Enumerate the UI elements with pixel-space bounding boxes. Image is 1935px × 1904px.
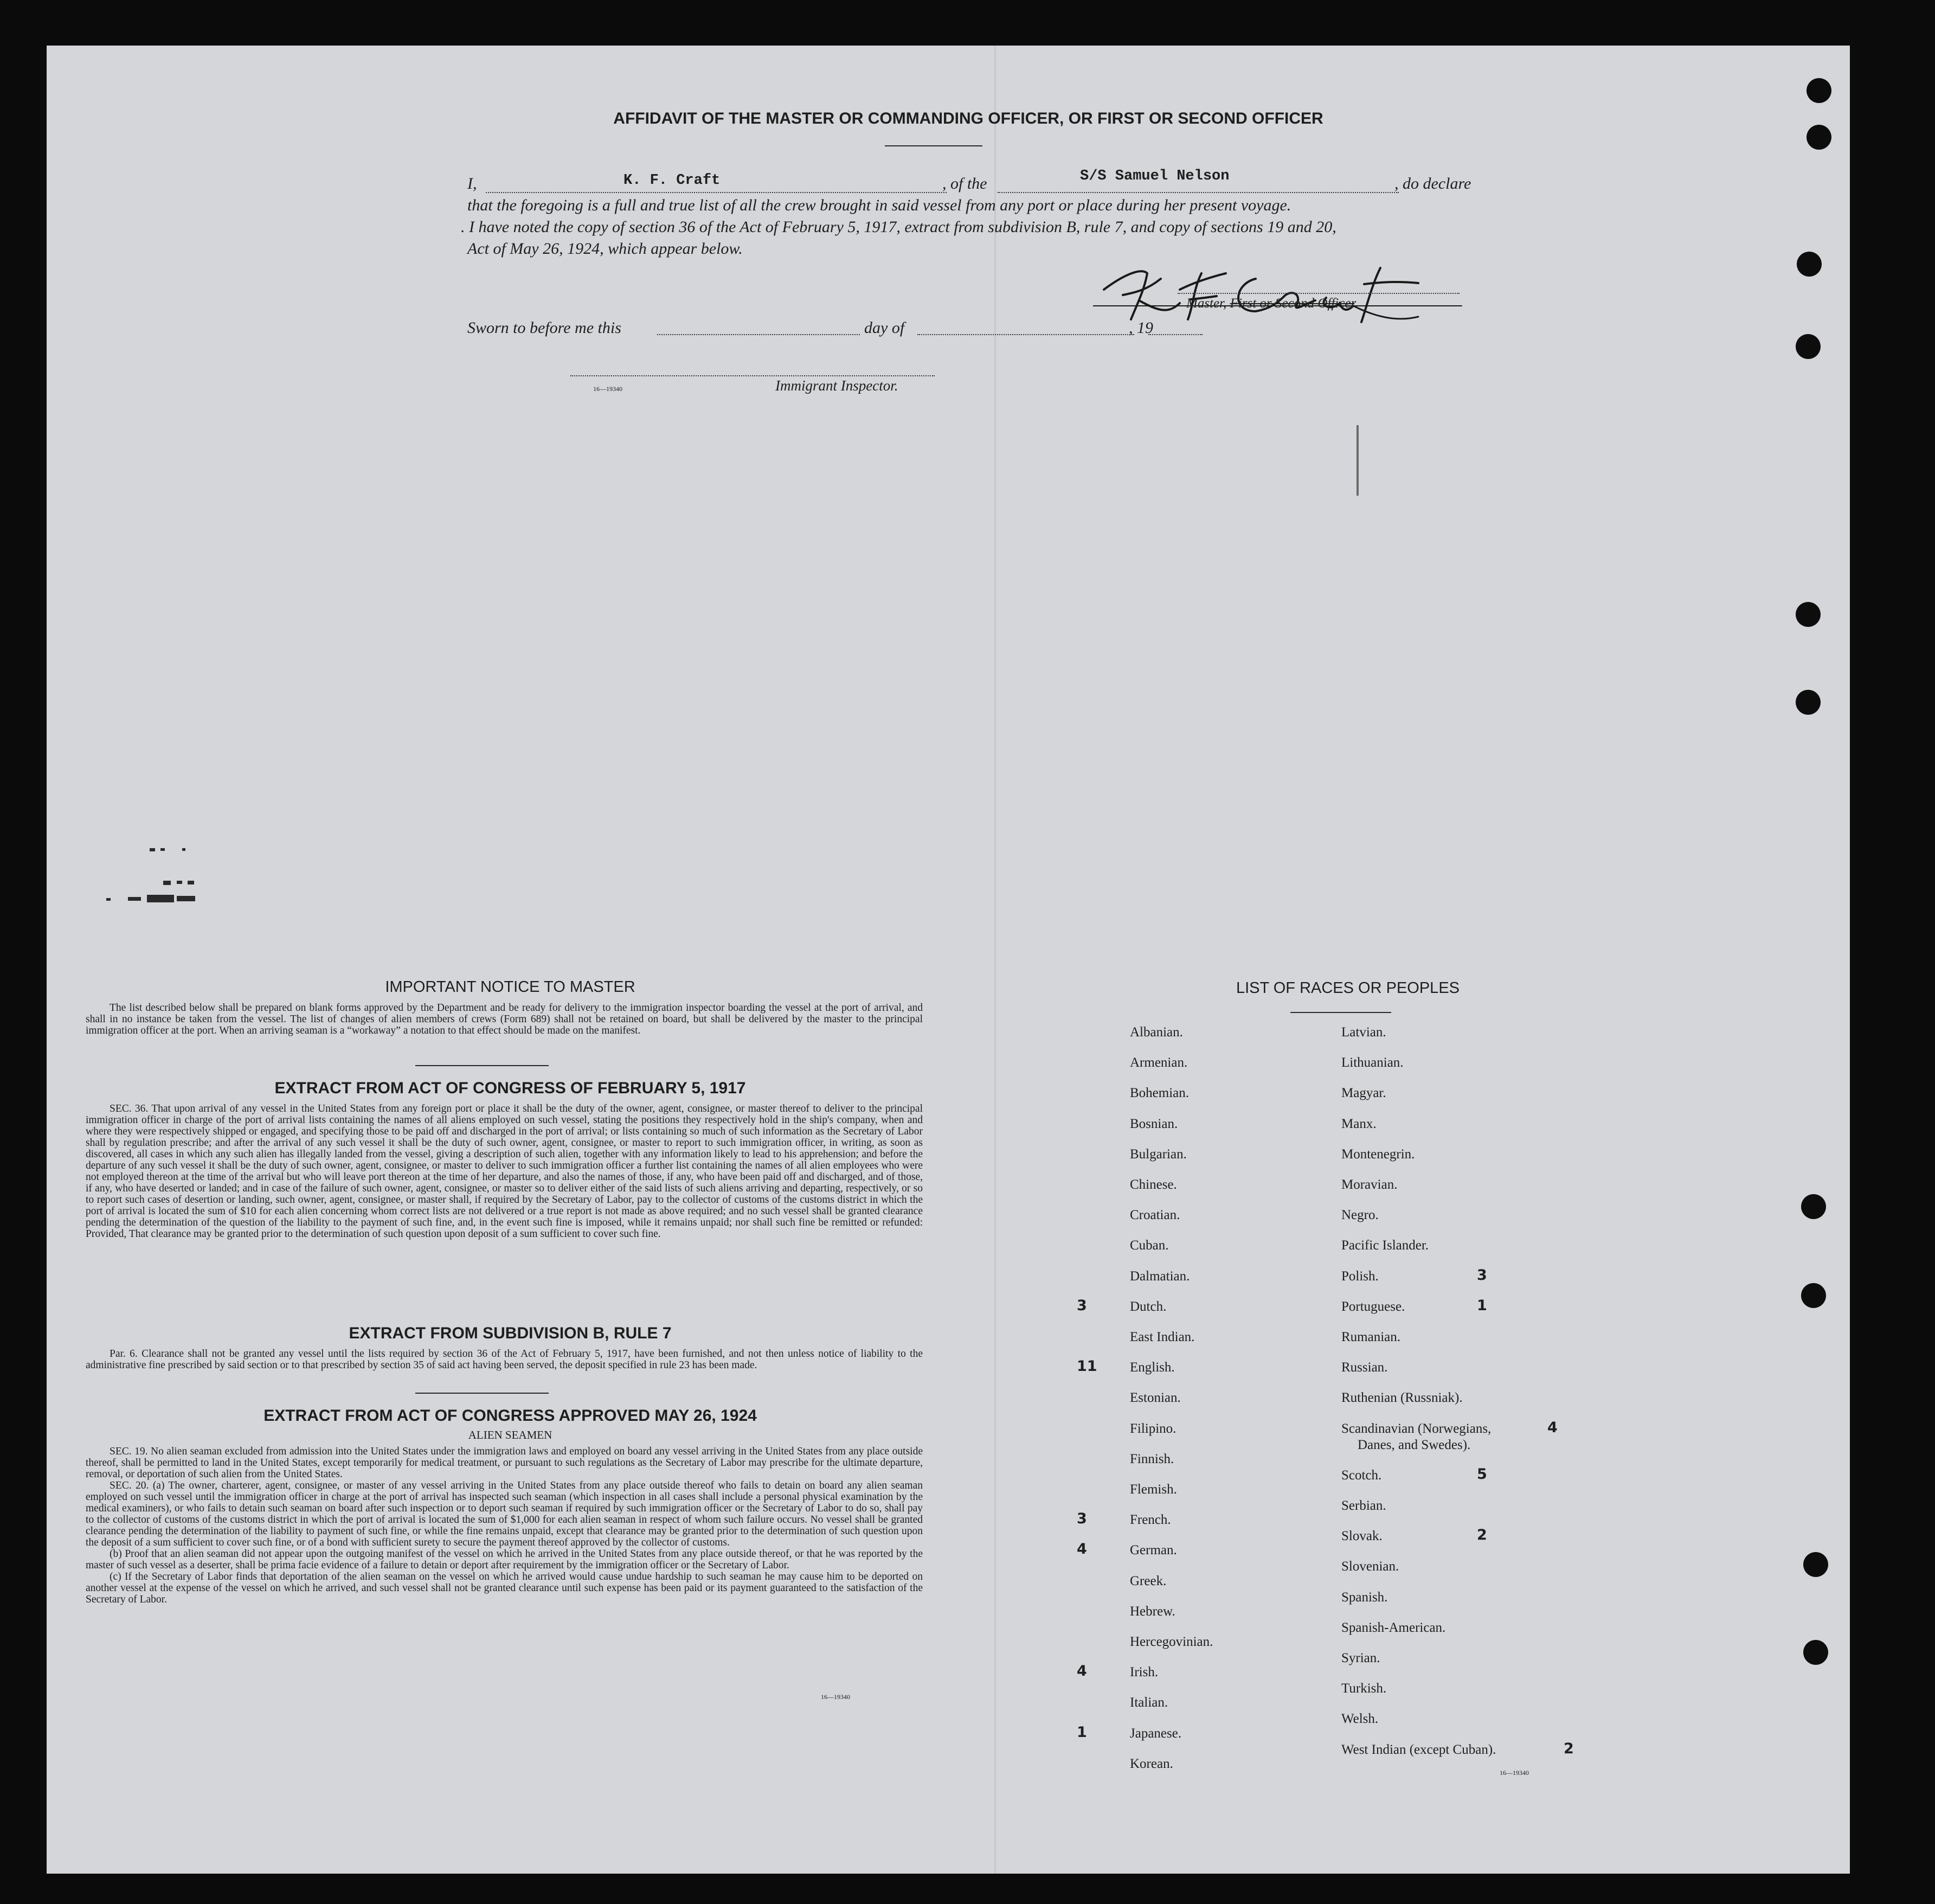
year-text: , 19: [1129, 319, 1153, 337]
race-count: 3: [1077, 1297, 1087, 1314]
race-name: Latvian.: [1341, 1025, 1386, 1040]
race-name: German.: [1130, 1543, 1177, 1558]
binder-hole: [1801, 1194, 1826, 1219]
binder-hole: [1801, 1283, 1826, 1308]
ink-stain: [150, 848, 155, 851]
race-name: Albanian.: [1130, 1025, 1183, 1040]
binder-hole: [1807, 125, 1831, 150]
ink-stain: [182, 848, 185, 851]
binder-hole: [1796, 602, 1821, 627]
race-name: Lithuanian.: [1341, 1055, 1404, 1070]
race-name: Croatian.: [1130, 1208, 1180, 1223]
binder-hole: [1796, 690, 1821, 715]
rule7-title: EXTRACT FROM SUBDIVISION B, RULE 7: [349, 1324, 672, 1342]
race-count: 11: [1077, 1358, 1097, 1375]
ink-stain: [160, 848, 165, 851]
race-name: Italian.: [1130, 1695, 1168, 1710]
notice-rule: [415, 1065, 549, 1066]
race-name: Welsh.: [1341, 1711, 1379, 1727]
day-line: [917, 334, 1134, 335]
race-name: Negro.: [1341, 1208, 1379, 1223]
race-count: 4: [1077, 1541, 1087, 1558]
race-name: Dalmatian.: [1130, 1268, 1190, 1284]
extract-1917-text: [86, 1103, 923, 1240]
race-name: Hercegovinian.: [1130, 1634, 1213, 1649]
struck-officer-text: First or Second Officer: [1230, 296, 1355, 311]
extract-1924-title: EXTRACT FROM ACT OF CONGRESS APPROVED MAY 26, 1924: [263, 1407, 757, 1425]
race-name: Montenegrin.: [1341, 1146, 1415, 1162]
race-name: Filipino.: [1130, 1421, 1177, 1436]
inspector-line: [570, 375, 935, 376]
race-name: Cuban.: [1130, 1238, 1169, 1253]
rule7-rule: [415, 1393, 549, 1394]
master-caption: Master, First or Second Officer.: [1186, 296, 1358, 311]
race-name: Flemish.: [1130, 1482, 1177, 1497]
affidavit-line-4: Act of May 26, 1924, which appear below.: [467, 240, 743, 258]
race-name: Bohemian.: [1130, 1086, 1190, 1101]
race-count: 4: [1077, 1663, 1087, 1680]
race-count: 2: [1477, 1527, 1487, 1544]
race-name: Slovenian.: [1341, 1559, 1399, 1574]
race-name: Rumanian.: [1341, 1330, 1401, 1344]
document-sheet: [47, 46, 1850, 1874]
race-name: Dutch.: [1130, 1299, 1167, 1314]
race-count: 3: [1077, 1510, 1087, 1528]
sec36-paragraph: SEC. 36. That upon arrival of any vessel in the United States from any foreign port or place it shall be the duty of the owner, agent, consignee, or master thereof to deliver to the principal immigration officer in charge of the port of arrival lists containing the names of all aliens employed on such vessel, stating the positions they respectively hold in the ship's company, when and where they were respectively shipped or engaged, and specifying those to be paid off and discharged in the port of arrival; or lists containing so much of such information as the Secretary of Labor shall by regulation prescribe; and after the arrival of any such vessel it shall be the duty of such owner, agent, consignee, or master to report to such immigration officer, in writing, as soon as discovered, all cases in which any such alien has illegally landed from the vessel, giving a description of such alien, together with any information likely to lead to his apprehension; and before the departure of any such vessel it shall be the duty of such owner, agent, consignee, or master to deliver to such immigration officer a further list containing the names of all alien employees who were not employed thereon at the time of the arrival but who will leave port thereon at the time of her departure, and also the names of those, if any, who have been paid off and discharged, and of those, if any, who have deserted or landed; and in case of the failure of such owner, agent, consignee, or master so to deliver either of the said lists of such aliens arriving and departing, respectively, or so to report such cases of desertion or landing, such owner, agent, consignee, or master shall, if required by the Secretary of Labor, pay to the collector of customs of the customs district in which the port of arrival is located the sum of $10 for each alien concerning whom correct lists are not delivered or a true report is not made as above required; and no such vessel shall be granted clearance pending the determination of the question of the liability to the payment of such fine, and, in the event such fine is imposed, while it remains unpaid; nor shall such fine be remitted or refunded: Provided, That clearance may be granted prior to the determination of such question upon deposit of a sum sufficient to cover such fine.: [86, 1103, 923, 1240]
notice-text: [86, 1002, 923, 1036]
sworn-text: Sworn to before me this: [467, 319, 621, 337]
affidavit-line-2: that the foregoing is a full and true list of all the crew brought in said vessel from any port or place during her present voyage.: [467, 196, 1291, 214]
race-name: Scotch.: [1341, 1467, 1382, 1483]
binder-hole: [1807, 78, 1831, 103]
extract-form-number: 16—19340: [821, 1693, 850, 1701]
race-name: Estonian.: [1130, 1390, 1181, 1406]
race-name: Portuguese.: [1341, 1299, 1405, 1314]
race-name: Slovak.: [1341, 1529, 1383, 1544]
ink-stain: [1357, 425, 1359, 496]
affidavit-form-number: 16—19340: [593, 385, 622, 393]
race-name: Korean.: [1130, 1756, 1173, 1771]
race-name: Spanish-American.: [1341, 1620, 1446, 1635]
race-name: Manx.: [1341, 1116, 1377, 1131]
race-count: 2: [1564, 1740, 1574, 1757]
race-name: Russian.: [1341, 1360, 1388, 1375]
binder-hole: [1797, 252, 1822, 277]
declare-i: I,: [467, 175, 477, 193]
sec20b-paragraph: (b) Proof that an alien seaman did not appear upon the outgoing manifest of the vessel on which he arrived in the United States from any place outside thereof, or that he was reported by the master of such vessel as a deserter, shall be prima facie evidence of a failure to detain or deport after requirement by the immigration officer or the Secretary of Labor.: [86, 1548, 923, 1571]
ink-stain: [188, 881, 194, 884]
sec19-paragraph: SEC. 19. No alien seaman excluded from admission into the United States under the immigration laws and employed on board any vessel arriving in the United States from any place outside thereof, shall be permitted to land in the United States, except temporarily for medical treatment, or pursuant to such regulations as the Secretary of Labor may prescribe for the ultimate departure, removal, or deportation of such alien from the United States.: [86, 1446, 923, 1480]
race-name: Serbian.: [1341, 1498, 1386, 1513]
races-title-rule: [1290, 1012, 1391, 1013]
races-title: LIST OF RACES OR PEOPLES: [1236, 979, 1460, 997]
ink-stain: [106, 898, 111, 901]
race-name: Ruthenian (Russniak).: [1341, 1390, 1463, 1406]
race-name: Syrian.: [1341, 1651, 1380, 1665]
ink-stain: [147, 895, 174, 902]
alien-seamen-subtitle: ALIEN SEAMEN: [468, 1428, 552, 1441]
race-name: Turkish.: [1341, 1681, 1387, 1696]
vessel-line: [998, 192, 1399, 193]
notice-paragraph: The list described below shall be prepared on blank forms approved by the Department and be ready for delivery to the immigration inspector boarding the vessel at the port of arrival, and shall in no instance be taken from the vessel. The list of changes of alien members of crews (Form 689) shall not be retained on board, but shall be delivered by the master to the principal immigration officer at the port. When an arriving seaman is a “workaway” a notation to that effect should be made on the manifest.: [86, 1002, 923, 1036]
affidavit-line-3: . I have noted the copy of section 36 of the Act of February 5, 1917, extract from subdivision B, rule 7, and copy of sections 19 and 20,: [461, 218, 1336, 236]
sec20c-paragraph: (c) If the Secretary of Labor finds that deportation of the alien seaman on the vessel on which he arrived would cause undue hardship to such seaman he may cause him to be deported on another vessel at the expense of the vessel on which he arrived, and such vessel shall not be granted clearance until such expense has been paid or its payment guaranteed to the satisfaction of the Secretary of Labor.: [86, 1571, 923, 1605]
sworn-line: [657, 334, 860, 335]
extract-1924-text: [86, 1446, 923, 1605]
race-count: 3: [1477, 1266, 1487, 1284]
master-label: Master,: [1186, 296, 1227, 311]
extract-1917-title: EXTRACT FROM ACT OF CONGRESS OF FEBRUARY 5, 1917: [274, 1079, 746, 1097]
name-line: [486, 192, 947, 193]
race-count: 5: [1477, 1465, 1487, 1483]
race-count: 1: [1477, 1297, 1487, 1314]
year-line: [1148, 334, 1203, 335]
race-name: Greek.: [1130, 1573, 1167, 1588]
master-name-field: K. F. Craft: [623, 172, 721, 189]
affidavit-title: AFFIDAVIT OF THE MASTER OR COMMANDING OFFICER, OR FIRST OR SECOND OFFICER: [613, 110, 1323, 127]
race-name: Hebrew.: [1130, 1604, 1175, 1619]
race-name: English.: [1130, 1360, 1175, 1375]
race-name-continued: Danes, and Swedes).: [1358, 1437, 1471, 1452]
center-fold: [994, 46, 996, 1874]
notice-title: IMPORTANT NOTICE TO MASTER: [385, 978, 635, 996]
race-name: Polish.: [1341, 1268, 1379, 1284]
race-name: Irish.: [1130, 1665, 1159, 1680]
sec20a-paragraph: SEC. 20. (a) The owner, charterer, agent, consignee, or master of any vessel arriving in the United States from any place outside thereof who fails to detain on board any alien seaman employed on such vessel until the immigration officer in charge at the port of arrival has inspected such seaman (which inspection in all cases shall include a personal physical examination by the medical examiners), or who fails to detain such seaman on board after such inspection or to deport such seaman if required by such immigration officer or the Secretary of Labor to do so, shall pay to the collector of customs of the customs district in which the port of arrival is located the sum of $1,000 for each alien seaman in respect of whom such failure occurs. No vessel shall be granted clearance pending the determination of the liability to payment of such fine, or while the fine remains unpaid, except that clearance may be granted prior to the determination of such question upon the deposit of a sum sufficient to cover such fine, or of a bond with sufficient surety to secure the payment thereof approved by the collector of customs.: [86, 1480, 923, 1548]
ink-stain: [177, 896, 195, 901]
race-name: Armenian.: [1130, 1055, 1188, 1070]
race-name: Finnish.: [1130, 1451, 1174, 1466]
race-count: 1: [1077, 1723, 1087, 1741]
day-of-text: day of: [864, 319, 905, 337]
race-name: Chinese.: [1130, 1177, 1177, 1192]
ink-stain: [177, 881, 182, 884]
vessel-name-field: S/S Samuel Nelson: [1080, 168, 1230, 184]
signature-line: [1178, 293, 1460, 294]
race-name: Magyar.: [1341, 1086, 1386, 1101]
race-name: Japanese.: [1130, 1726, 1182, 1741]
race-name: French.: [1130, 1512, 1171, 1528]
race-name: Moravian.: [1341, 1177, 1398, 1192]
races-form-number: 16—19340: [1500, 1769, 1529, 1777]
title-underline: [885, 145, 982, 146]
rule7-text: [86, 1348, 923, 1371]
binder-hole: [1796, 334, 1821, 359]
race-name: Spanish.: [1341, 1589, 1388, 1605]
ink-stain: [163, 881, 171, 885]
inspector-caption: Immigrant Inspector.: [775, 377, 898, 394]
rule7-paragraph: Par. 6. Clearance shall not be granted any vessel until the lists required by section 36 of the Act of February 5, 1917, have been furnished, and not then unless notice of liability to the administrative fine prescribed by said section or to that prescribed by section 35 of said act having been served, the deposit specified in rule 23 has been made.: [86, 1348, 923, 1371]
race-count: 4: [1547, 1419, 1558, 1436]
race-name: West Indian (except Cuban).: [1341, 1742, 1496, 1757]
race-name: Scandinavian (Norwegians,: [1341, 1421, 1492, 1436]
do-declare-text: , do declare: [1394, 175, 1471, 193]
race-name: Pacific Islander.: [1341, 1238, 1429, 1253]
ink-stain: [128, 897, 141, 901]
binder-hole: [1803, 1640, 1828, 1665]
binder-hole: [1803, 1552, 1828, 1577]
race-name: Bosnian.: [1130, 1116, 1178, 1131]
race-name: Bulgarian.: [1130, 1146, 1187, 1162]
race-name: East Indian.: [1130, 1330, 1195, 1344]
of-the-text: , of the: [942, 175, 987, 193]
